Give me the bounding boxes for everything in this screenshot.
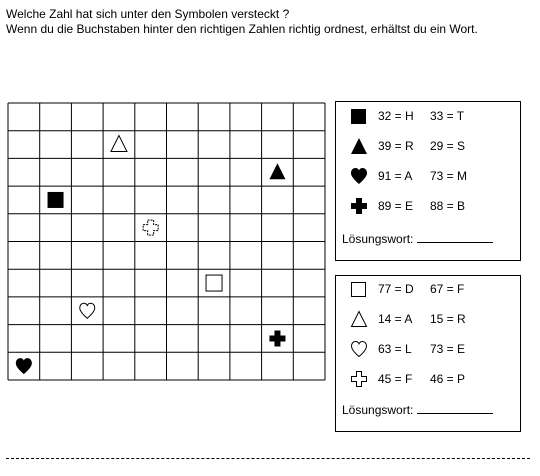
legend-value: 88 = B	[430, 199, 466, 213]
legend-value: 73 = E	[430, 342, 466, 356]
legend-value: 67 = F	[430, 282, 465, 296]
legend-value: 15 = R	[430, 312, 466, 326]
solution-answer-line[interactable]	[417, 403, 493, 414]
square-outline-icon	[350, 280, 368, 298]
square-filled-icon	[350, 107, 368, 125]
heart-filled-icon	[350, 167, 368, 185]
solution-word	[342, 232, 493, 246]
legend-value: 46 = P	[430, 372, 466, 386]
square-filled-icon	[48, 192, 64, 208]
solution-answer-line[interactable]	[417, 232, 493, 243]
legend-value: 89 = E	[378, 199, 414, 213]
legend-box-outline	[335, 275, 521, 432]
legend-row	[350, 166, 467, 186]
cross-outline-icon	[350, 370, 368, 388]
legend-row	[350, 196, 465, 216]
legend-value: 77 = D	[378, 282, 414, 296]
heart-outline-icon	[80, 303, 95, 318]
solution-label: Lösungswort:	[342, 232, 414, 246]
solution-word	[342, 403, 493, 417]
legend-row	[350, 369, 465, 389]
square-outline-icon	[206, 275, 222, 291]
solution-label: Lösungswort:	[342, 403, 414, 417]
legend-value: 29 = S	[430, 139, 466, 153]
legend-row	[350, 339, 465, 359]
cross-outline-icon	[143, 220, 158, 235]
triangle-outline-icon	[350, 310, 368, 328]
legend-value: 32 = H	[378, 109, 414, 123]
legend-value: 45 = F	[378, 372, 413, 386]
legend-row	[350, 279, 464, 299]
legend-value: 63 = L	[378, 342, 412, 356]
cross-filled-icon	[350, 197, 368, 215]
instruction-line-1: Welche Zahl hat sich unter den Symbolen versteckt ?	[6, 7, 290, 21]
legend-value: 14 = A	[378, 312, 413, 326]
triangle-filled-icon	[350, 137, 368, 155]
legend-row	[350, 309, 466, 329]
cut-line	[6, 458, 530, 459]
triangle-outline-icon	[111, 136, 127, 152]
legend-row	[350, 106, 464, 126]
legend-box-filled	[335, 101, 521, 261]
legend-value: 91 = A	[378, 169, 413, 183]
cross-filled-icon	[269, 330, 285, 346]
heart-filled-icon	[16, 358, 32, 374]
legend-value: 39 = R	[378, 139, 414, 153]
legend-value: 73 = M	[430, 169, 468, 183]
instruction-line-2: Wenn du die Buchstaben hinter den richtigen Zahlen richtig ordnest, erhältst du ein Wort.	[6, 22, 478, 36]
triangle-filled-icon	[269, 163, 285, 179]
heart-outline-icon	[350, 340, 368, 358]
legend-value: 33 = T	[430, 109, 465, 123]
legend-row	[350, 136, 465, 156]
